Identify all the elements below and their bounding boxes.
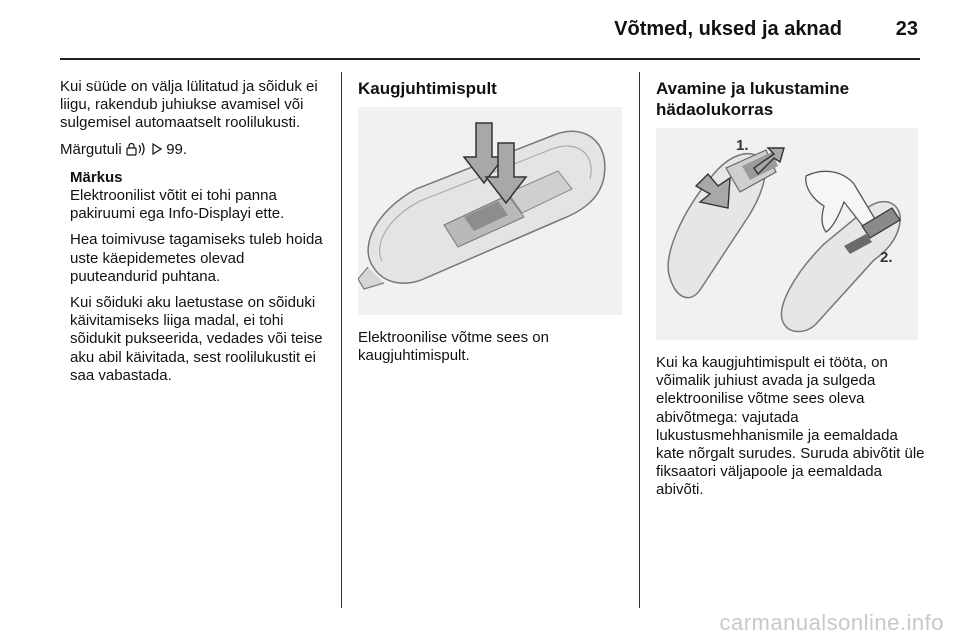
emergency-key-illustration xyxy=(656,128,918,340)
remote-control-heading: Kaugjuhtimispult xyxy=(358,79,497,98)
note-paragraph-2: Hea toimivuse tagamiseks tuleb hoida uste käepidemetes olevad puuteandurid puhtana. xyxy=(70,231,323,285)
step-label-2: 2. xyxy=(880,249,893,266)
page-header xyxy=(60,0,920,60)
warning-light-page-ref: 99. xyxy=(166,140,188,158)
column-3 xyxy=(656,78,928,508)
note-title: Märkus xyxy=(70,168,123,186)
column-2 xyxy=(358,78,630,373)
page-number: 23 xyxy=(895,18,918,40)
column-1 xyxy=(60,78,332,393)
remote-control-caption: Elektroonilise võtme sees on kaugjuhtimispult. xyxy=(358,329,549,365)
column-divider-1 xyxy=(341,72,342,608)
note-paragraph-3: Kui sõiduki aku laetustase on sõiduki käivitamiseks liiga madal, ei tohi sõidukit pukseerida, vedades või teise aku abil käivitada, sest roolilukustit ei saa vabastada. xyxy=(70,294,323,384)
section-title: Võtmed, uksed ja aknad xyxy=(614,18,842,40)
note-paragraph-1: Elektroonilist võtit ei tohi panna pakiruumi ega Info-Displayi ette. xyxy=(70,187,285,223)
column-divider-2 xyxy=(639,72,640,608)
page-reference-arrow-icon xyxy=(152,141,166,158)
warning-light-line xyxy=(60,141,332,161)
step-label-1: 1. xyxy=(736,137,749,154)
watermark: carmanualsonline.info xyxy=(719,610,944,635)
emergency-unlock-text: Kui ka kaugjuhtimispult ei tööta, on võimalik juhiust avada ja sulgeda elektroonilise võtme sees oleva abivõtmega: vajutada lukustusmehhanismile ja eemaldada kate nõrgalt surudes. Suruda abivõtit üle fiksaatori väljapoole ja eemaldada abivõti. xyxy=(656,354,925,499)
emergency-unlock-heading: Avamine ja lukustamine hädaolukorras xyxy=(656,79,850,119)
steering-lock-warning-icon xyxy=(126,142,148,161)
note-block xyxy=(60,169,332,385)
header-rule xyxy=(60,58,920,60)
warning-light-prefix: Märgutuli xyxy=(60,140,122,158)
remote-key-illustration xyxy=(358,107,622,315)
steering-lock-paragraph: Kui süüde on välja lülitatud ja sõiduk ei liigu, rakendub juhiukse avamisel või sulgemisel automaatselt roolilukusti. xyxy=(60,78,318,132)
